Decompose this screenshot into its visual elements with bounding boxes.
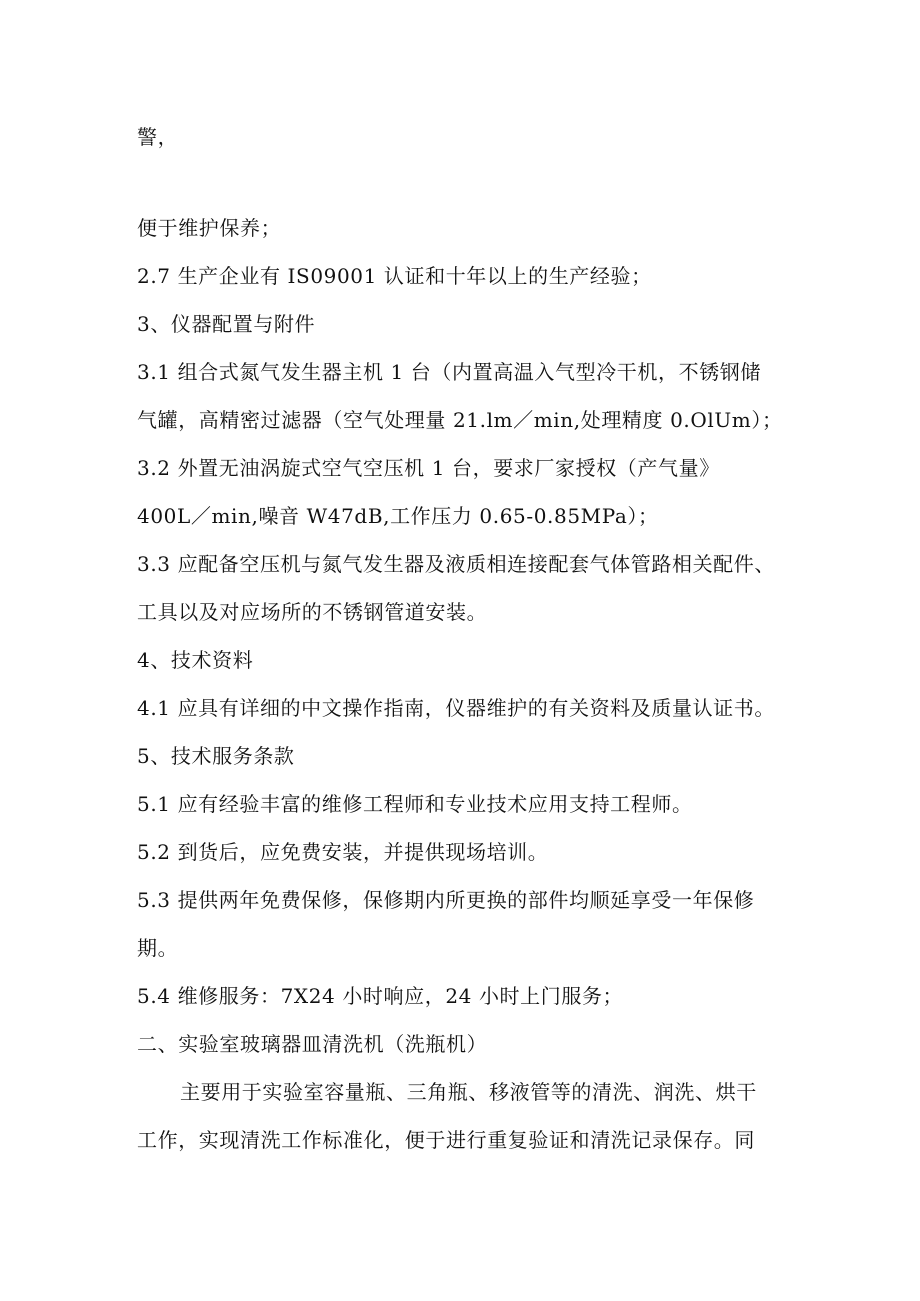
text-line: 3.2 外置无油涡旋式空气空压机 1 台，要求厂家授权（产气量》 (137, 456, 720, 480)
text-line: 400L／min,噪音 W47dB,工作压力 0.65-0.85MPa）； (137, 504, 659, 528)
text-line: 工具以及对应场所的不锈钢管道安装。 (137, 600, 488, 624)
paragraph-line: 主要用于实验室容量瓶、三角瓶、移液管等的清洗、润洗、烘干 (180, 1080, 757, 1104)
section-heading: 4、技术资料 (137, 648, 254, 672)
section-heading: 3、仪器配置与附件 (137, 312, 316, 336)
text-line: 5.2 到货后，应免费安装，并提供现场培训。 (137, 840, 549, 864)
text-line: 5.3 提供两年免费保修，保修期内所更换的部件均顺延享受一年保修 (137, 888, 755, 912)
text-line: 5.1 应有经验丰富的维修工程师和专业技术应用支持工程师。 (137, 792, 693, 816)
text-line: 3.1 组合式氮气发生器主机 1 台（内置高温入气型冷干机，不锈钢储 (137, 360, 762, 384)
text-line: 3.3 应配备空压机与氮气发生器及液质相连接配套气体管路相关配件、 (137, 552, 775, 576)
text-line: 期。 (137, 936, 179, 960)
text-line: 2.7 生产企业有 IS09001 认证和十年以上的生产经验； (137, 264, 652, 288)
paragraph-line: 工作，实现清洗工作标准化，便于进行重复验证和清洗记录保存。同 (137, 1128, 755, 1152)
section-heading: 5、技术服务条款 (137, 744, 295, 768)
section-heading: 二、实验室玻璃器皿清洗机（洗瓶机） (137, 1032, 488, 1056)
text-line: 5.4 维修服务：7X24 小时响应，24 小时上门服务； (137, 984, 624, 1008)
text-line: 气罐，高精密过滤器（空气处理量 21.lm／min,处理精度 0.OlUm）； (137, 408, 783, 432)
text-line: 便于维护保养； (137, 216, 282, 240)
text-line: 4.1 应具有详细的中文操作指南，仪器维护的有关资料及质量认证书。 (137, 696, 775, 720)
text-line: 警， (137, 125, 179, 149)
